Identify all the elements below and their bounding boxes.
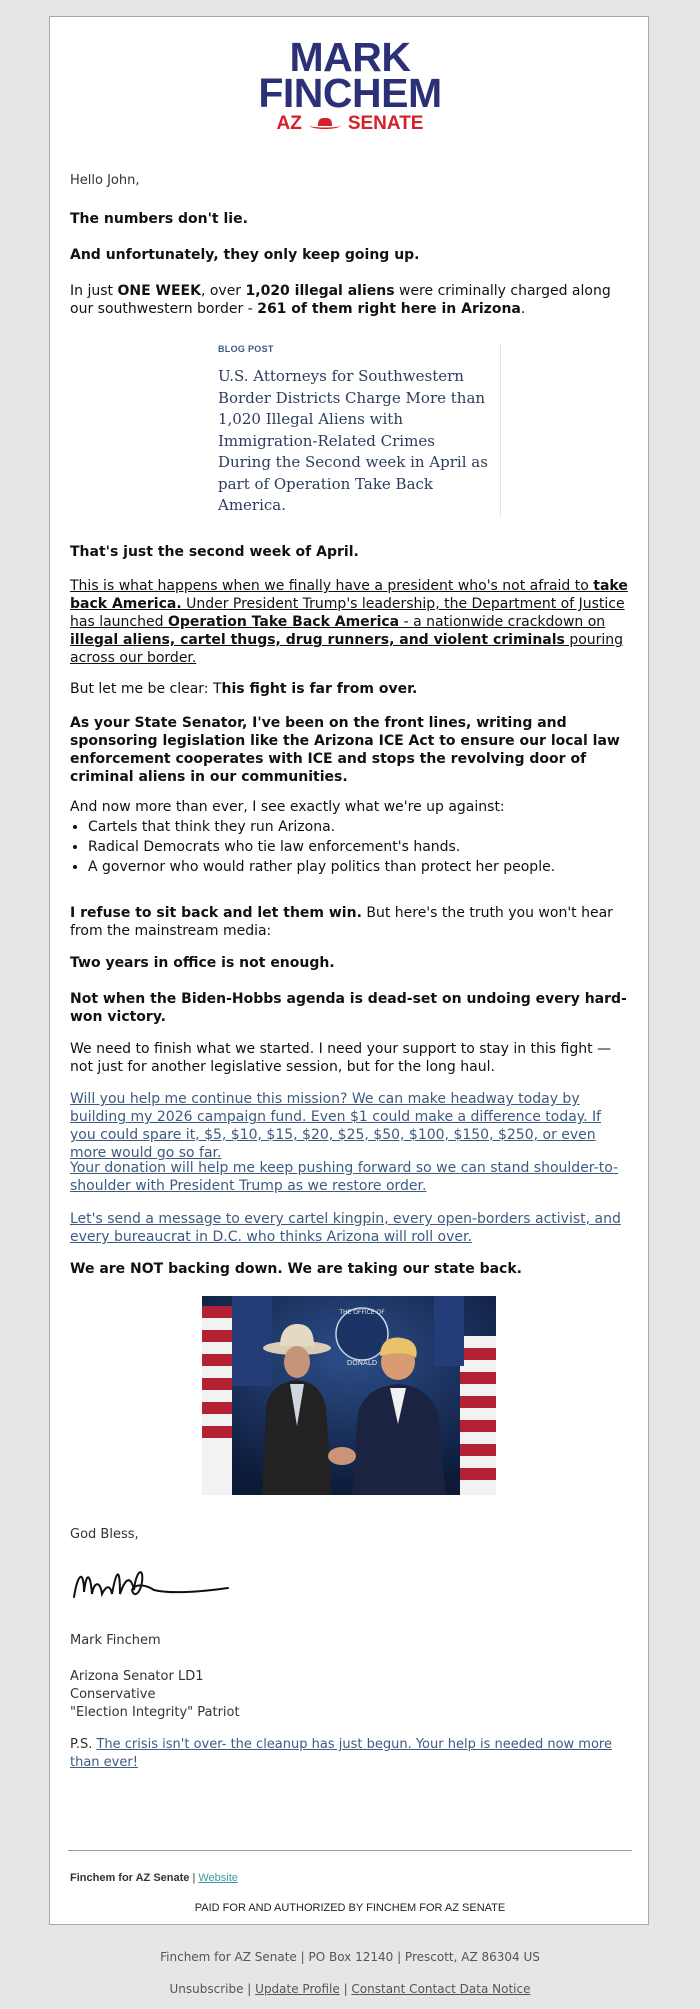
seal-text-bottom: DONALD <box>346 1359 378 1367</box>
handshake <box>328 1447 356 1465</box>
text: But let me be clear: T <box>70 681 222 697</box>
donate-link-3[interactable]: Let's send a message to every cartel kingpin, every open-borders activist, and every bureaucrat in D.C. who thinks Arizona will roll over. <box>70 1211 621 1245</box>
donate-link-1-wrap <box>70 1090 630 1162</box>
greeting: Hello John, <box>70 173 140 188</box>
update-profile-link[interactable]: Update Profile <box>255 1982 340 1996</box>
footer-org: Finchem for AZ Senate <box>70 1872 190 1884</box>
footer-sep: | <box>189 1872 199 1884</box>
closing: God Bless, <box>70 1527 139 1542</box>
text: 1,020 illegal aliens <box>245 283 395 299</box>
campaign-logo <box>240 34 460 135</box>
photo-illustration <box>202 1296 496 1495</box>
text: illegal aliens, cartel thugs, drug runners, and violent criminals <box>70 632 565 648</box>
blog-post-tag: BLOG POST <box>218 344 274 354</box>
footer-sep: | <box>243 1982 256 1996</box>
ps-link[interactable]: The crisis isn't over- the cleanup has just begun. Your help is needed now more than ever! <box>70 1737 612 1770</box>
text: pouring across our border. <box>70 632 624 666</box>
title-line: Conservative <box>70 1687 156 1702</box>
text: I refuse to sit back and let them win. <box>70 905 362 921</box>
footer-divider <box>68 1850 632 1851</box>
logo-line-1: MARK <box>289 34 411 80</box>
list-item: • A governor who would rather play politics than protect her people. <box>88 858 630 876</box>
footer-org-line <box>70 1872 238 1884</box>
mailing-address: Finchem for AZ Senate | PO Box 12140 | Prescott, AZ 86304 US <box>160 1950 540 1964</box>
blog-post-card[interactable] <box>218 344 501 517</box>
ps-label: P.S. <box>70 1737 97 1752</box>
signer-title <box>70 1668 630 1722</box>
text: This is what happens when we finally have a president who's not afraid to <box>70 578 594 594</box>
title-line: "Election Integrity" Patriot <box>70 1705 240 1720</box>
data-notice-link[interactable]: Constant Contact Data Notice <box>351 1982 531 1996</box>
seal-text-top: THE OFFICE OF <box>339 1309 385 1316</box>
clear-paragraph <box>70 680 630 698</box>
text: . <box>520 301 526 317</box>
title-line: Arizona Senator LD1 <box>70 1669 204 1684</box>
cowboy-hat-icon <box>308 117 342 131</box>
logo-line-2: FINCHEM <box>258 70 442 116</box>
handwritten-signature <box>70 1552 230 1612</box>
email-footer-links <box>0 1982 700 1996</box>
signature-name: Mark Finchem <box>70 1633 161 1648</box>
threats-list-wrap <box>70 814 630 878</box>
donate-link-2[interactable]: Your donation will help me keep pushing forward so we can stand shoulder-to-shoulder with President Trump as we restore order. <box>70 1160 619 1194</box>
email-card <box>49 16 649 1925</box>
donate-link-1[interactable]: Will you help me continue this mission? We can make headway today by building my 2026 campaign fund. Even $1 could make a difference today. If you could spare it, $5, $10, $15, $20, $25, $50, $100, $150, $250, or even more would go so far. <box>70 1091 602 1161</box>
text: Operation Take Back America <box>167 614 400 630</box>
refuse-paragraph <box>70 904 630 940</box>
donate-link-2-wrap <box>70 1159 630 1195</box>
finish-paragraph: We need to finish what we started. I need your support to stay in this fight — not just for another legislative session, but for the long haul. <box>70 1041 612 1075</box>
blog-post-title[interactable]: U.S. Attorneys for Southwestern Border Districts Charge More than 1,020 Illegal Aliens with Immigration-Related Crimes During the Second week in April as part of Operation Take Back America. <box>218 367 488 514</box>
list-item: • Cartels that think they run Arizona. <box>88 818 630 836</box>
website-link[interactable]: Website <box>198 1872 238 1884</box>
senator-paragraph: As your State Senator, I've been on the front lines, writing and sponsoring legislation like the Arizona ICE Act to ensure our local law enforcement cooperates with ICE and stops the revolving door of criminal aliens in our communities. <box>70 715 620 785</box>
text: 261 of them right here in Arizona <box>257 301 521 317</box>
biden-hobbs-line: Not when the Biden-Hobbs agenda is dead-set on undoing every hard-won victory. <box>70 991 627 1025</box>
list-item: • Radical Democrats who tie law enforcement's hands. <box>88 838 630 856</box>
donate-link-3-wrap <box>70 1210 630 1246</box>
text: But here's the truth you won't hear from the mainstream media: <box>70 905 613 939</box>
logo-office: SENATE <box>347 113 424 134</box>
text: take back America. <box>70 578 628 612</box>
ps-paragraph <box>70 1736 630 1772</box>
logo-line-3 <box>240 113 460 135</box>
logo-state: AZ <box>276 113 302 134</box>
text: were criminally charged along our southwestern border - <box>70 283 611 317</box>
footer-sep: | <box>339 1982 352 1996</box>
intro-line-1: The numbers don't lie. <box>70 211 248 227</box>
text: his fight is far from over. <box>221 681 418 697</box>
text: ONE WEEK <box>117 283 201 299</box>
operation-paragraph <box>70 577 630 667</box>
two-years-line: Two years in office is not enough. <box>70 955 335 971</box>
against-intro: And now more than ever, I see exactly what we're up against: <box>70 799 505 815</box>
stats-paragraph <box>70 282 630 318</box>
finchem-trump-photo <box>202 1296 496 1495</box>
not-backing-down-line: We are NOT backing down. We are taking our state back. <box>70 1261 522 1277</box>
text: - a nationwide crackdown on <box>399 614 606 630</box>
second-week-line: That's just the second week of April. <box>70 544 359 560</box>
text: In just <box>70 283 118 299</box>
person-left <box>262 1324 332 1495</box>
text: , over <box>200 283 246 299</box>
threats-list <box>70 818 630 876</box>
text: Under President Trump's leadership, the Department of Justice has launched <box>70 596 625 630</box>
intro-line-2: And unfortunately, they only keep going up. <box>70 247 420 263</box>
paid-for-disclaimer: PAID FOR AND AUTHORIZED BY FINCHEM FOR AZ SENATE <box>194 1902 506 1914</box>
unsubscribe-link[interactable]: Unsubscribe <box>169 1982 244 1996</box>
